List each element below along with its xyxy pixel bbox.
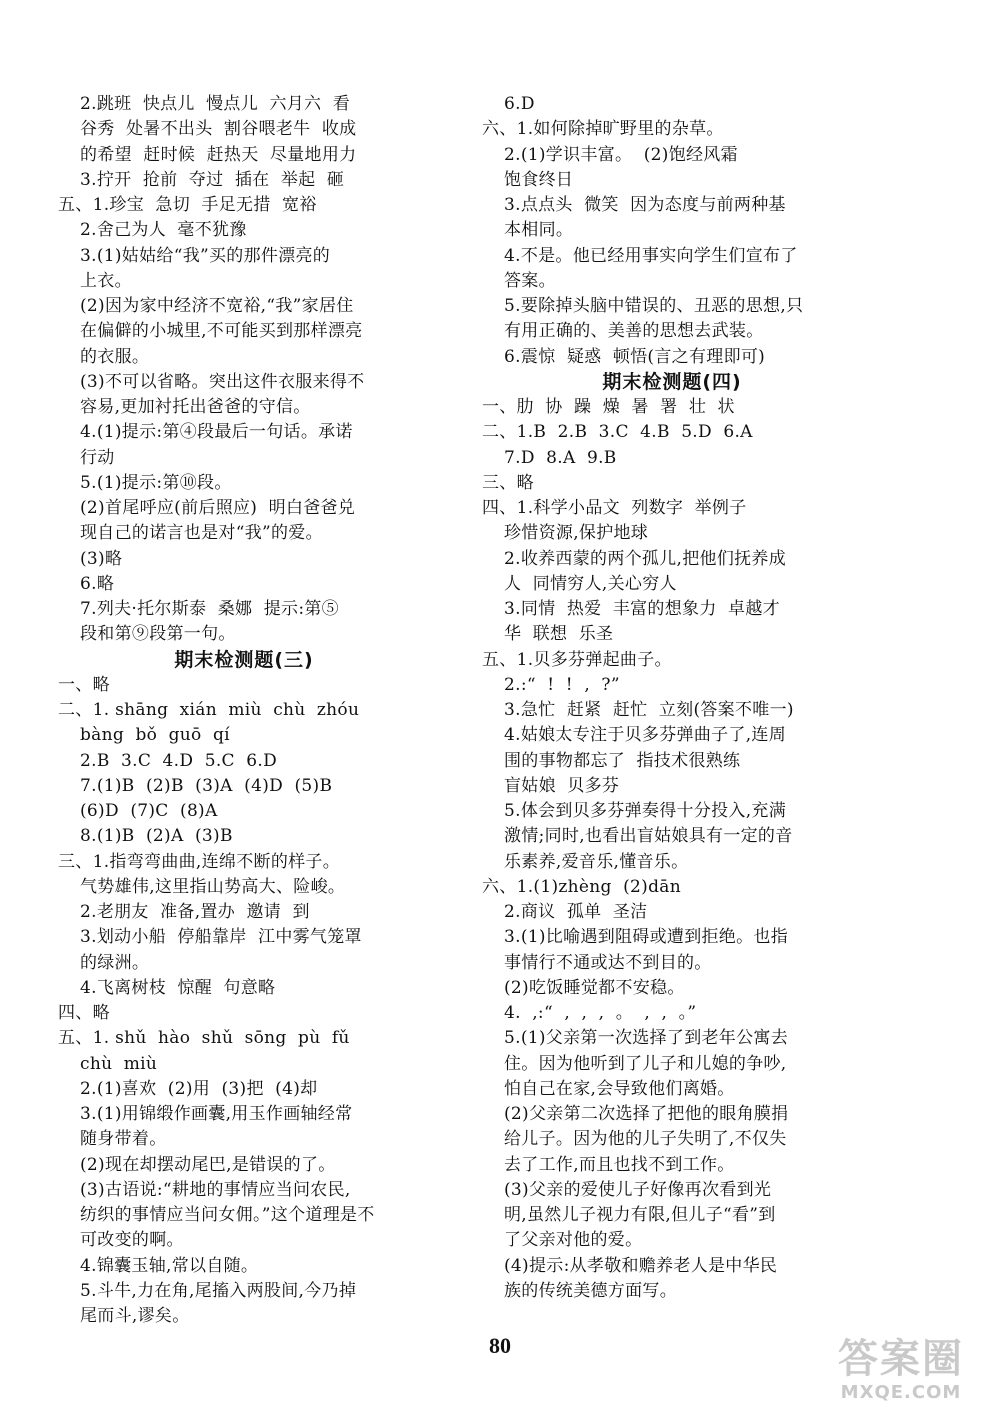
answer-line: 给儿子。因为他的儿子失明了,不仅失 xyxy=(504,1129,787,1150)
answer-line: 6.略 xyxy=(80,573,115,594)
answer-line: 饱食终日 xyxy=(504,169,574,190)
answer-line: 在偏僻的小城里,不可能买到那样漂亮 xyxy=(80,321,363,342)
answer-line: 乐素养,爱音乐,懂音乐。 xyxy=(504,851,689,872)
answer-line: 尾而斗,谬矣。 xyxy=(80,1306,190,1326)
answer-line: (2)吃饭睡觉都不安稳。 xyxy=(504,977,685,998)
answer-line: chù miù xyxy=(80,1053,158,1074)
page-number: 80 xyxy=(489,1333,511,1358)
answer-line: 四、1.科学小品文 列数字 举例子 xyxy=(482,498,747,518)
answer-line: 激情;同时,也看出盲姑娘具有一定的音 xyxy=(504,826,793,847)
answer-line: 一、肋 协 躁 燥 暑 署 壮 状 xyxy=(482,397,735,417)
answer-line: 2.商议 孤单 圣洁 xyxy=(504,902,648,922)
answer-line: 5.要除掉头脑中错误的、丑恶的思想,只 xyxy=(504,296,804,316)
answer-line: 2.(1)喜欢 (2)用 (3)把 (4)却 xyxy=(80,1078,318,1099)
answer-line: (2)首尾呼应(前后照应) 明白爸爸兑 xyxy=(80,498,356,518)
answer-line: 上衣。 xyxy=(80,270,132,291)
answer-line: 二、1.B 2.B 3.C 4.B 5.D 6.A xyxy=(482,422,753,443)
watermark-domain: MXQE.COM xyxy=(840,1382,962,1403)
answer-line: 一、略 xyxy=(58,674,110,695)
answer-line: (2)现在却摆动尾巴,是错误的了。 xyxy=(80,1154,336,1175)
answer-line: 3.划动小船 停船靠岸 江中雾气笼罩 xyxy=(80,927,362,948)
answer-line: 纺织的事情应当问女佣。”这个道理是不 xyxy=(80,1205,375,1225)
answer-line: 华 联想 乐圣 xyxy=(504,624,614,645)
answer-line: 2.收养西蒙的两个孤儿,把他们抚养成 xyxy=(504,548,787,569)
answer-line: 盲姑娘 贝多芬 xyxy=(504,775,620,796)
answer-line: 五、1. shǔ hào shǔ sōng pù fǔ xyxy=(58,1028,350,1049)
answer-line: 2.(1)学识丰富。 (2)饱经风霜 xyxy=(504,144,738,165)
answer-line: 4.姑娘太专注于贝多芬弹曲子了,连周 xyxy=(504,725,787,746)
answer-line: 3.(1)姑姑给“我”买的那件漂亮的 xyxy=(80,245,331,266)
answer-line: 随身带着。 xyxy=(80,1129,167,1150)
answer-line: 6.D xyxy=(504,94,535,114)
watermark-logo xyxy=(816,1336,986,1416)
answer-line: 现自己的诺言也是对“我”的爱。 xyxy=(80,523,323,544)
answer-line: 4.不是。他已经用事实向学生们宣布了 xyxy=(504,245,798,266)
answer-line: 8.(1)B (2)A (3)B xyxy=(80,826,233,847)
answer-line: (3)不可以省略。突出这件衣服来得不 xyxy=(80,371,365,392)
answer-line: 怕自己在家,会导致他们离婚。 xyxy=(504,1078,735,1099)
answer-line: (3)父亲的爱使儿子好像再次看到光 xyxy=(504,1179,772,1200)
answer-line: 5.(1)提示:第⑩段。 xyxy=(80,472,232,493)
answer-line: 2.B 3.C 4.D 5.C 6.D xyxy=(80,750,277,771)
answer-line: 三、略 xyxy=(482,472,534,493)
answer-line: 本相同。 xyxy=(504,220,574,241)
answer-line: 了父亲对他的爱。 xyxy=(504,1230,643,1251)
answer-line: 2.:“ ! ! , ?” xyxy=(504,674,620,695)
answer-line: 珍惜资源,保护地球 xyxy=(504,523,649,544)
answer-line: 六、1.如何除掉旷野里的杂草。 xyxy=(482,119,724,140)
answer-line: 7.(1)B (2)B (3)A (4)D (5)B xyxy=(80,775,333,796)
answer-line: 5.体会到贝多芬弹奏得十分投入,充满 xyxy=(504,801,787,821)
answer-line: 六、1.(1)zhèng (2)dān xyxy=(482,876,681,897)
answer-line: (3)古语说:“耕地的事情应当问农民, xyxy=(80,1179,351,1200)
answer-line: (4)提示:从孝敬和赡养老人是中华民 xyxy=(504,1255,778,1276)
answer-line: 谷秀 处暑不出头 割谷喂老牛 收成 xyxy=(80,119,357,140)
answer-line: 族的传统美德方面写。 xyxy=(504,1280,677,1301)
answer-line: 3.(1)用锦缎作画囊,用玉作画轴经常 xyxy=(80,1104,353,1124)
answer-line: 围的事物都忘了 指技术很熟练 xyxy=(504,750,741,771)
answer-line: 五、1.贝多芬弹起曲子。 xyxy=(482,649,672,670)
answer-line: 三、1.指弯弯曲曲,连绵不断的样子。 xyxy=(58,851,341,872)
answer-line: 3.(1)比喻遇到阻碍或遭到拒绝。也指 xyxy=(504,927,788,948)
answer-line: 可改变的啊。 xyxy=(80,1230,184,1251)
answer-line: 明,虽然儿子视力有限,但儿子“看”到 xyxy=(504,1205,776,1225)
answer-line: (2)因为家中经济不宽裕,“我”家居住 xyxy=(80,296,354,316)
answer-line: 人 同情穷人,关心穷人 xyxy=(504,573,677,594)
answer-line: (3)略 xyxy=(80,548,123,569)
answer-line: 7.列夫·托尔斯泰 桑娜 提示:第⑤ xyxy=(80,599,339,619)
answer-line: 3.急忙 赶紧 赶忙 立刻(答案不唯一) xyxy=(504,700,794,720)
answer-line: 4.(1)提示:第④段最后一句话。承诺 xyxy=(80,422,353,443)
answer-line: 4.飞离树枝 惊醒 句意略 xyxy=(80,977,276,998)
answer-line: 2.舍己为人 毫不犹豫 xyxy=(80,220,247,241)
answer-line: 事情行不通或达不到目的。 xyxy=(504,952,712,973)
answer-line: 6.震惊 疑惑 顿悟(言之有理即可) xyxy=(504,346,766,367)
left-answer-column xyxy=(58,92,430,1329)
answer-line: 的衣服。 xyxy=(80,346,150,367)
answer-line: 3.点点头 微笑 因为态度与前两种基 xyxy=(504,195,786,215)
answer-line: (2)父亲第二次选择了把他的眼角膜捐 xyxy=(504,1104,789,1124)
answer-line: 2.老朋友 准备,置办 邀请 到 xyxy=(80,902,310,922)
section-heading: 期末检测题(四) xyxy=(602,370,742,393)
answer-line: 有用正确的、美善的思想去武装。 xyxy=(504,321,764,342)
answer-line: (6)D (7)C (8)A xyxy=(80,801,218,821)
answer-line: 的希望 赶时候 赶热天 尽量地用力 xyxy=(80,144,357,165)
answer-line: 去了工作,而且也找不到工作。 xyxy=(504,1154,735,1175)
answer-line: 四、略 xyxy=(58,1003,110,1023)
answer-line: 7.D 8.A 9.B xyxy=(504,447,617,468)
answer-line: 5.(1)父亲第一次选择了到老年公寓去 xyxy=(504,1028,788,1049)
right-answer-column xyxy=(482,92,862,1304)
answer-line: 4.锦囊玉轴,常以自随。 xyxy=(80,1255,259,1276)
answer-line: bàng bǒ guō qí xyxy=(80,725,230,746)
answer-line: 五、1.珍宝 急切 手足无措 宽裕 xyxy=(58,195,317,215)
answer-line: 容易,更加衬托出爸爸的守信。 xyxy=(80,397,311,417)
watermark-logo-text: 答案圈 xyxy=(838,1336,964,1382)
answer-line: 3.拧开 抢前 夺过 插在 举起 砸 xyxy=(80,169,345,190)
answer-line: 二、1. shāng xián miù chù zhóu xyxy=(58,700,360,720)
answer-line: 5.斗牛,力在角,尾搐入两股间,今乃掉 xyxy=(80,1280,357,1301)
answer-line: 行动 xyxy=(80,447,115,468)
answer-line: 答案。 xyxy=(504,270,556,291)
section-heading: 期末检测题(三) xyxy=(174,648,314,671)
answer-line: 住。因为他听到了儿子和儿媳的争吵, xyxy=(504,1053,787,1074)
answer-line: 的绿洲。 xyxy=(80,952,150,973)
answer-line: 2.跳班 快点儿 慢点儿 六月六 看 xyxy=(80,94,351,114)
answer-line: 4. ,:“ , , , 。 , , 。” xyxy=(504,1003,697,1023)
answer-line: 段和第⑨段第一句。 xyxy=(80,624,236,645)
answer-line: 气势雄伟,这里指山势高大、险峻。 xyxy=(80,876,346,897)
answer-line: 3.同情 热爱 丰富的想象力 卓越才 xyxy=(504,599,780,619)
